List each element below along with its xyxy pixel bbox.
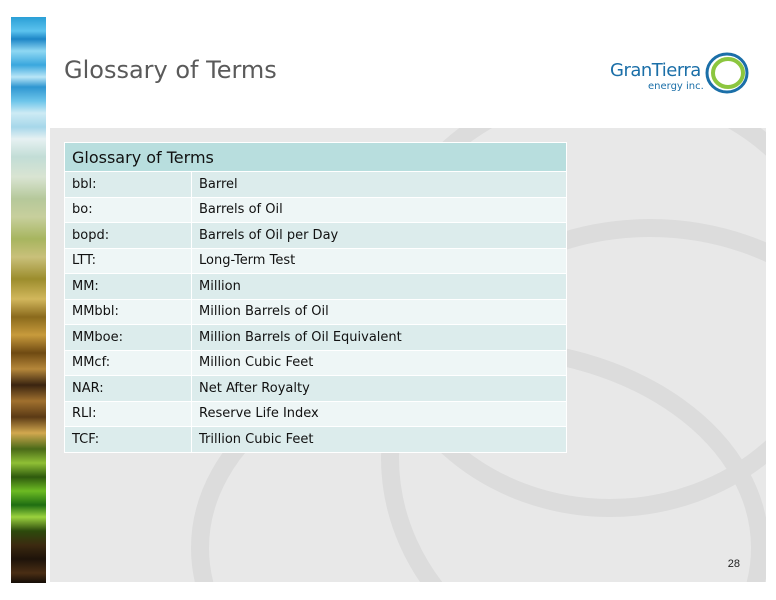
page-title: Glossary of Terms [64,56,277,84]
table-row [65,427,567,453]
term-cell: MMbbl: [65,299,192,325]
logo-subtitle: energy inc. [648,81,704,92]
table-row [65,350,567,376]
term-cell: bbl: [65,172,192,198]
term-cell: LTT: [65,248,192,274]
logo-wordmark [610,60,701,81]
definition-cell: Barrels of Oil [192,197,567,223]
table-row [65,299,567,325]
table-row [65,401,567,427]
logo-ring-icon [704,50,750,96]
content-panel [50,128,766,582]
definition-cell: Barrels of Oil per Day [192,223,567,249]
table-row [65,325,567,351]
definition-cell: Reserve Life Index [192,401,567,427]
term-cell: MM: [65,274,192,300]
table-row [65,376,567,402]
table-row [65,172,567,198]
definition-cell: Million [192,274,567,300]
definition-cell: Trillion Cubic Feet [192,427,567,453]
glossary-table [64,142,567,453]
logo-word-tierra: Tierra [651,60,701,81]
term-cell: bopd: [65,223,192,249]
term-cell: NAR: [65,376,192,402]
definition-cell: Net After Royalty [192,376,567,402]
table-row [65,197,567,223]
definition-cell: Million Barrels of Oil Equivalent [192,325,567,351]
logo-word-gran: Gran [610,60,652,81]
term-cell: MMcf: [65,350,192,376]
definition-cell: Barrel [192,172,567,198]
page-number: 28 [727,558,740,570]
table-row [65,274,567,300]
definition-cell: Million Cubic Feet [192,350,567,376]
company-logo [606,46,756,98]
term-cell: bo: [65,197,192,223]
definition-cell: Long-Term Test [192,248,567,274]
definition-cell: Million Barrels of Oil [192,299,567,325]
table-row [65,223,567,249]
decorative-color-stripe [11,17,46,583]
glossary-table-header: Glossary of Terms [65,143,567,172]
term-cell: MMboe: [65,325,192,351]
term-cell: TCF: [65,427,192,453]
term-cell: RLI: [65,401,192,427]
table-row [65,248,567,274]
